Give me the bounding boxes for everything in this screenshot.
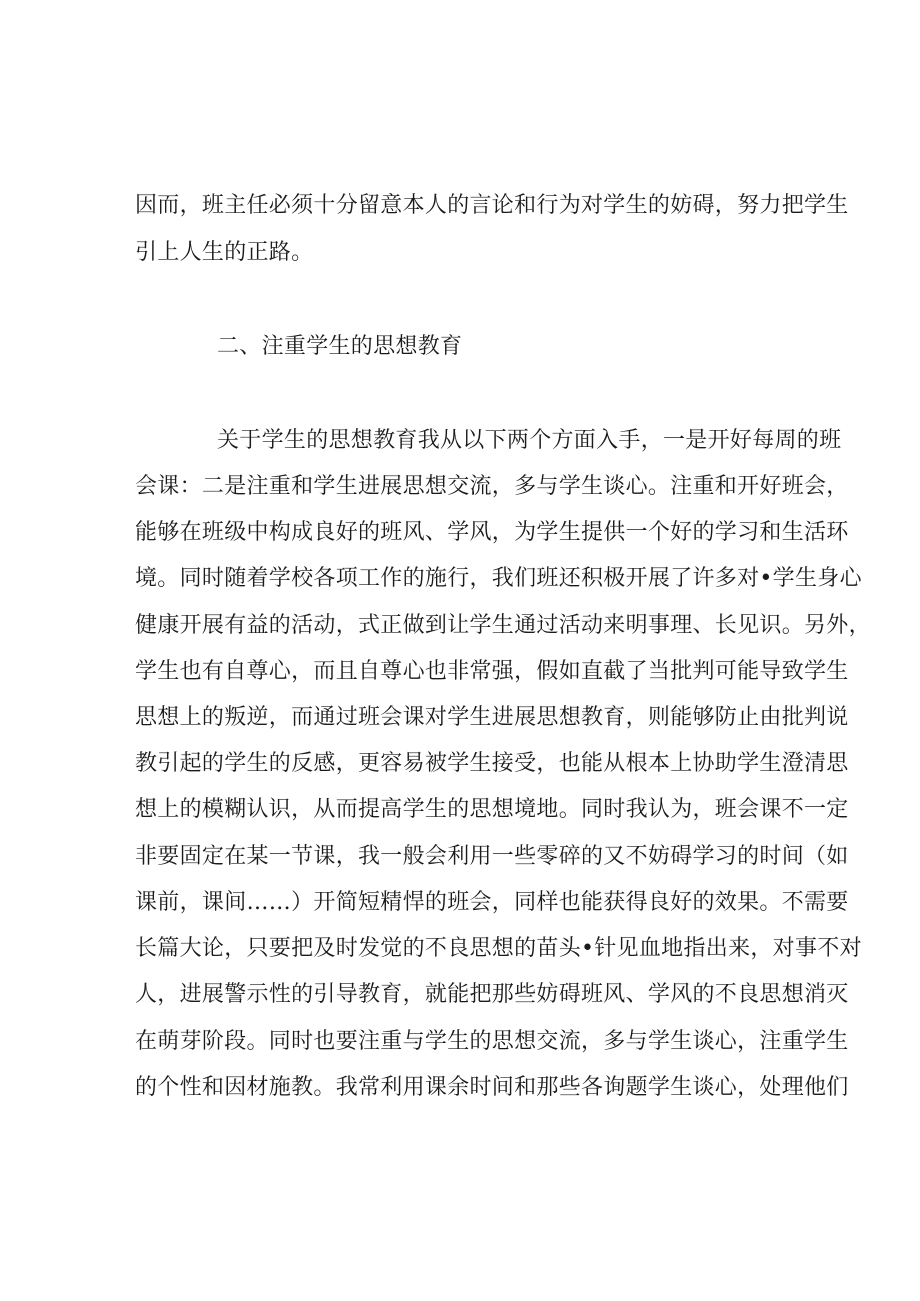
body-line-8: 教引起的学生的反感，更容易被学生接受，也能从根本上协助学生澄清思: [135, 751, 849, 776]
body-line-5: 健康开展有益的活动，式正做到让学生通过活动来明事理、长见识。另外，: [135, 613, 871, 638]
body-line-15: 的个性和因材施教。我常利用课余时间和那些各询题学生谈心，处理他们: [135, 1075, 849, 1100]
body-line-12: 长篇大论，只要把及时发觉的不良思想的苗头•针见血地指出来，对事不对: [135, 936, 862, 961]
section-heading: 二、注重学生的思想教育: [217, 334, 463, 359]
body-line-9: 想上的模糊认识，从而提高学生的思想境地。同时我认为，班会课不一定: [135, 797, 849, 822]
body-line-11: 课前，课间……）开简短精悍的班会，同样也能获得良好的效果。不需要: [135, 890, 849, 915]
body-line-14: 在萌芽阶段。同时也要注重与学生的思想交流，多与学生谈心，注重学生: [135, 1029, 849, 1054]
body-line-6: 学生也有自尊心，而且自尊心也非常强，假如直截了当批判可能导致学生: [135, 659, 849, 684]
intro-line-2: 引上人生的正路。: [135, 240, 314, 265]
body-line-13: 人，进展警示性的引导教育，就能把那些妨碍班风、学风的不良思想消灭: [135, 982, 849, 1007]
body-line-10: 非要固定在某一节课，我一般会利用一些零碎的又不妨碍学习的时间（如: [135, 844, 849, 869]
body-line-7: 思想上的叛逆，而通过班会课对学生进展思想教育，则能够防止由批判说: [135, 705, 849, 730]
body-line-1: 关于学生的思想教育我从以下两个方面入手，一是开好每周的班: [217, 428, 842, 453]
body-line-2: 会课：二是注重和学生进展思想交流，多与学生谈心。注重和开好班会，: [135, 474, 849, 499]
intro-line-1: 因而，班主任必须十分留意本人的言论和行为对学生的妨碍，努力把学生: [135, 193, 849, 218]
body-line-3: 能够在班级中构成良好的班风、学风，为学生提供一个好的学习和生活环: [135, 520, 849, 545]
body-line-4: 境。同时随着学校各项工作的施行，我们班还积极开展了许多对•学生身心: [135, 566, 862, 591]
